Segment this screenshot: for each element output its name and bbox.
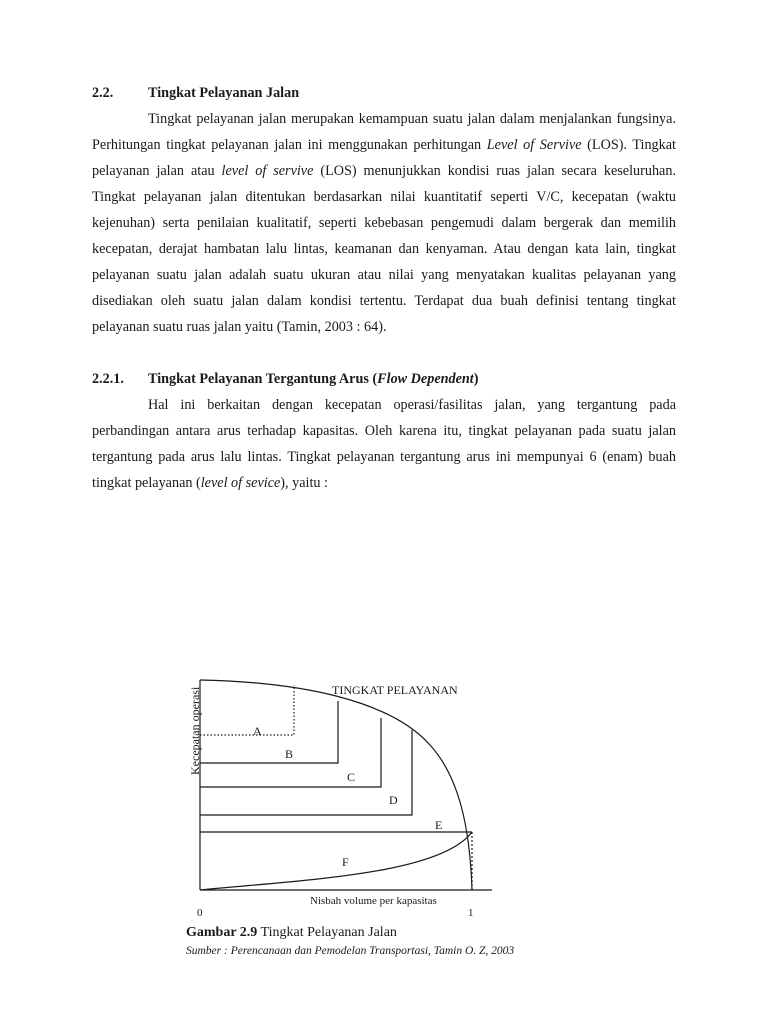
level-label-a: A — [253, 724, 262, 738]
boundary-d — [200, 730, 412, 815]
x-axis-label: Nisbah volume per kapasitas — [310, 895, 437, 907]
figure-source: Sumber : Perencanaan dan Pemodelan Transportasi, Tamin O. Z, 2003 — [186, 945, 515, 957]
section-heading-2-2-1: 2.2.1. Tingkat Pelayanan Tergantung Arus (Flow Dependent) — [92, 366, 676, 392]
y-axis-label: Kecepatan operasi — [188, 686, 202, 775]
x-tick-1: 1 — [468, 907, 474, 919]
level-label-f: F — [342, 855, 349, 869]
level-label-c: C — [347, 770, 356, 784]
level-label-e: E — [435, 818, 443, 832]
figure-caption: Gambar 2.9 Tingkat Pelayanan Jalan — [186, 925, 397, 940]
level-label-d: D — [389, 793, 398, 807]
level-label-b: B — [285, 747, 294, 761]
boundary-a — [200, 685, 294, 735]
level-f-curve — [200, 832, 472, 890]
section-title: Tingkat Pelayanan Jalan — [148, 85, 300, 101]
diagram-title: TINGKAT PELAYANAN — [332, 683, 458, 697]
boundary-b — [200, 701, 338, 763]
paragraph-los: Tingkat pelayanan jalan merupakan kemampuan suatu jalan dalam menjalankan fungsinya. Perhitungan tingkat pelayanan jalan ini menggunakan perhitungan Level of Servive (LOS). Tingkat pelayanan jalan atau level of servive (LOS) menunjukkan kondisi ruas jalan secara keseluruhan. Tingkat pelayanan jalan ditentukan berdasarkan nilai kuantitatif seperti V/C, kecepatan (waktu kejenuhan) serta penilaian kualitatif, seperti kebebasan pengemudi dalam bergerak dan memilih kecepatan, derajat hambatan lalu lintas, keamanan dan kenyaman. Atau dengan kata lain, tingkat pelayanan suatu jalan adalah suatu ukuran atau nilai yang menyatakan kualitas pelayanan yang disediakan oleh suatu jalan dalam kondisi tertentu. Terdapat dua buah definisi tentang tingkat pelayanan suatu ruas jalan yaitu (Tamin, 2003 : 64). — [92, 111, 676, 335]
paragraph-flow-dependent: Hal ini berkaitan dengan kecepatan operasi/fasilitas jalan, yang tergantung pada perbandingan antara arus terhadap kapasitas. Oleh karena itu, tingkat pelayanan pada suatu jalan tergantung pada arus lalu lintas. Tingkat pelayanan tergantung arus ini mempunyai 6 (enam) buah tingkat pelayanan (level of sevice), yaitu : — [92, 397, 676, 491]
speed-curve — [200, 680, 472, 890]
subsection-number: 2.2.1. — [92, 371, 124, 387]
section-number: 2.2. — [92, 85, 114, 101]
x-tick-0: 0 — [197, 907, 203, 919]
